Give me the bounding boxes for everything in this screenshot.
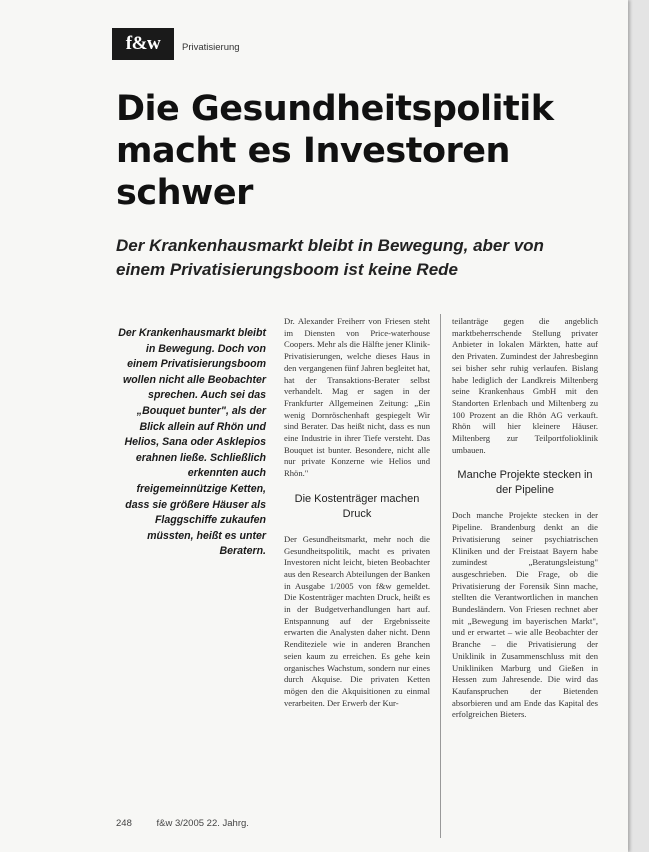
paragraph: Der Gesundheitsmarkt, mehr noch die Gesundheitspolitik, macht es privaten Investoren nicht leicht, bieten Beobachter aus den Research Abteilungen der Banken in Ausgabe 1/2005 von f&w gemeldet. Die Kostenträger machten Druck, heißt es in der Budgetverhandlungen hart auf. Entspannung auf der Ergebnisseite erwarten die Analysten daher nicht. Denn Renditeziele wie in anderen Branchen seien kaum zu erreichen. Es gehe kein organisches Wachstum, sondern nur eines durch Akquise. Die privaten Ketten mögen den die Akquisitionen zu einmal verarbeiten. Der Erwerb der Kur- <box>284 533 430 708</box>
paragraph: Dr. Alexander Freiherr von Friesen steht im Diensten von Price-waterhouse Coopers. Mehr als die Hälfte jener Klinik-Privatisierungen, welche dieses Haus in den vergangenen fünf Jahren begleitet hat, hat der Transaktions-Berater selbst verhandelt. Mag er sagen in der Frankfurter Allgemeinen Zeitung: „Ein wenig Dornröschenhaft gespiegelt Wir sind Berater. Das heißt nicht, dass es nun eine Industrie in ihrer Tiefe versteht. Das Bouquet ist bunter. Besondere, nicht alle nur private Konzerne wie Helios und Rhön." <box>284 316 430 479</box>
issue-info: f&w 3/2005 22. Jahrg. <box>156 818 249 829</box>
page-number: 248 <box>116 818 132 829</box>
text-column-2 <box>452 316 598 836</box>
page-footer <box>116 818 249 829</box>
paragraph: teilanträge gegen die angeblich marktbeherrschende Stellung privater Anbieter in lokalen Märkten, hatte auf den Privaten. Zumindest der Jahresbeginn sei bisher sehr ruhig verlaufen. Bislang habe lediglich der Landkreis Miltenberg seine Krankenhaus GmbH mit den Standorten Erlenbach und Miltenberg zu 100 Prozent an die Rhön AG verkauft. Rhön will hier kleinere Häuser. Miltenberg zur Teilportfolioklinik umbauen. <box>452 316 598 455</box>
column-divider <box>440 314 441 838</box>
paragraph: Doch manche Projekte stecken in der Pipeline. Brandenburg denkt an die Privatisierung seiner psychiatrischen Kliniken und der Freistaat Bayern habe zumindest „Beratungsleistung" ausgeschrieben. Die Frage, ob die Privatisierung der Forensik Sinn mache, stellten die Verantwortlichen in manchen Bundesländern. Von Friesen rechnet aber mit „Bewegung im bayerischen Markt", und er erwartet – wie alle Beobachter der Branche – die Privatisierung der Uniklinik in Zusammenschluss mit den Unikliniken Marburg und Gießen in Hessen zum Jahresende. Die wird das Kaufanspruchen der Bietenden absorbieren und am Ende das Kapital des erfolgreichen Bieters. <box>452 510 598 720</box>
magazine-logo: f&w <box>112 28 174 60</box>
section-label: Privatisierung <box>182 42 240 53</box>
article-headline: Die Gesundheitspolitik macht es Investoren schwer <box>116 89 554 213</box>
text-column-1 <box>284 316 430 836</box>
section-subheading: Manche Projekte stecken in der Pipeline <box>457 469 593 497</box>
article-subheadline: Der Krankenhausmarkt bleibt in Bewegung, aber von einem Privatisierungsboom ist keine Rede <box>116 236 544 279</box>
pull-quote: Der Krankenhausmarkt bleibt in Bewegung. Doch von einem Privatisierungsboom wollen nicht alle Beobachter sprechen. Auch sei das „Bouquet bunter", als der Blick allein auf Rhön und Helios, Sana oder Asklepios erahnen ließe. Schließlich erkennten auch freigemeinnützige Ketten, dass sie größere Häuser als Flaggschiffe zukaufen müssten, heißt es unter Beratern. <box>118 327 266 558</box>
section-subheading: Die Kostenträger machen Druck <box>294 492 420 520</box>
